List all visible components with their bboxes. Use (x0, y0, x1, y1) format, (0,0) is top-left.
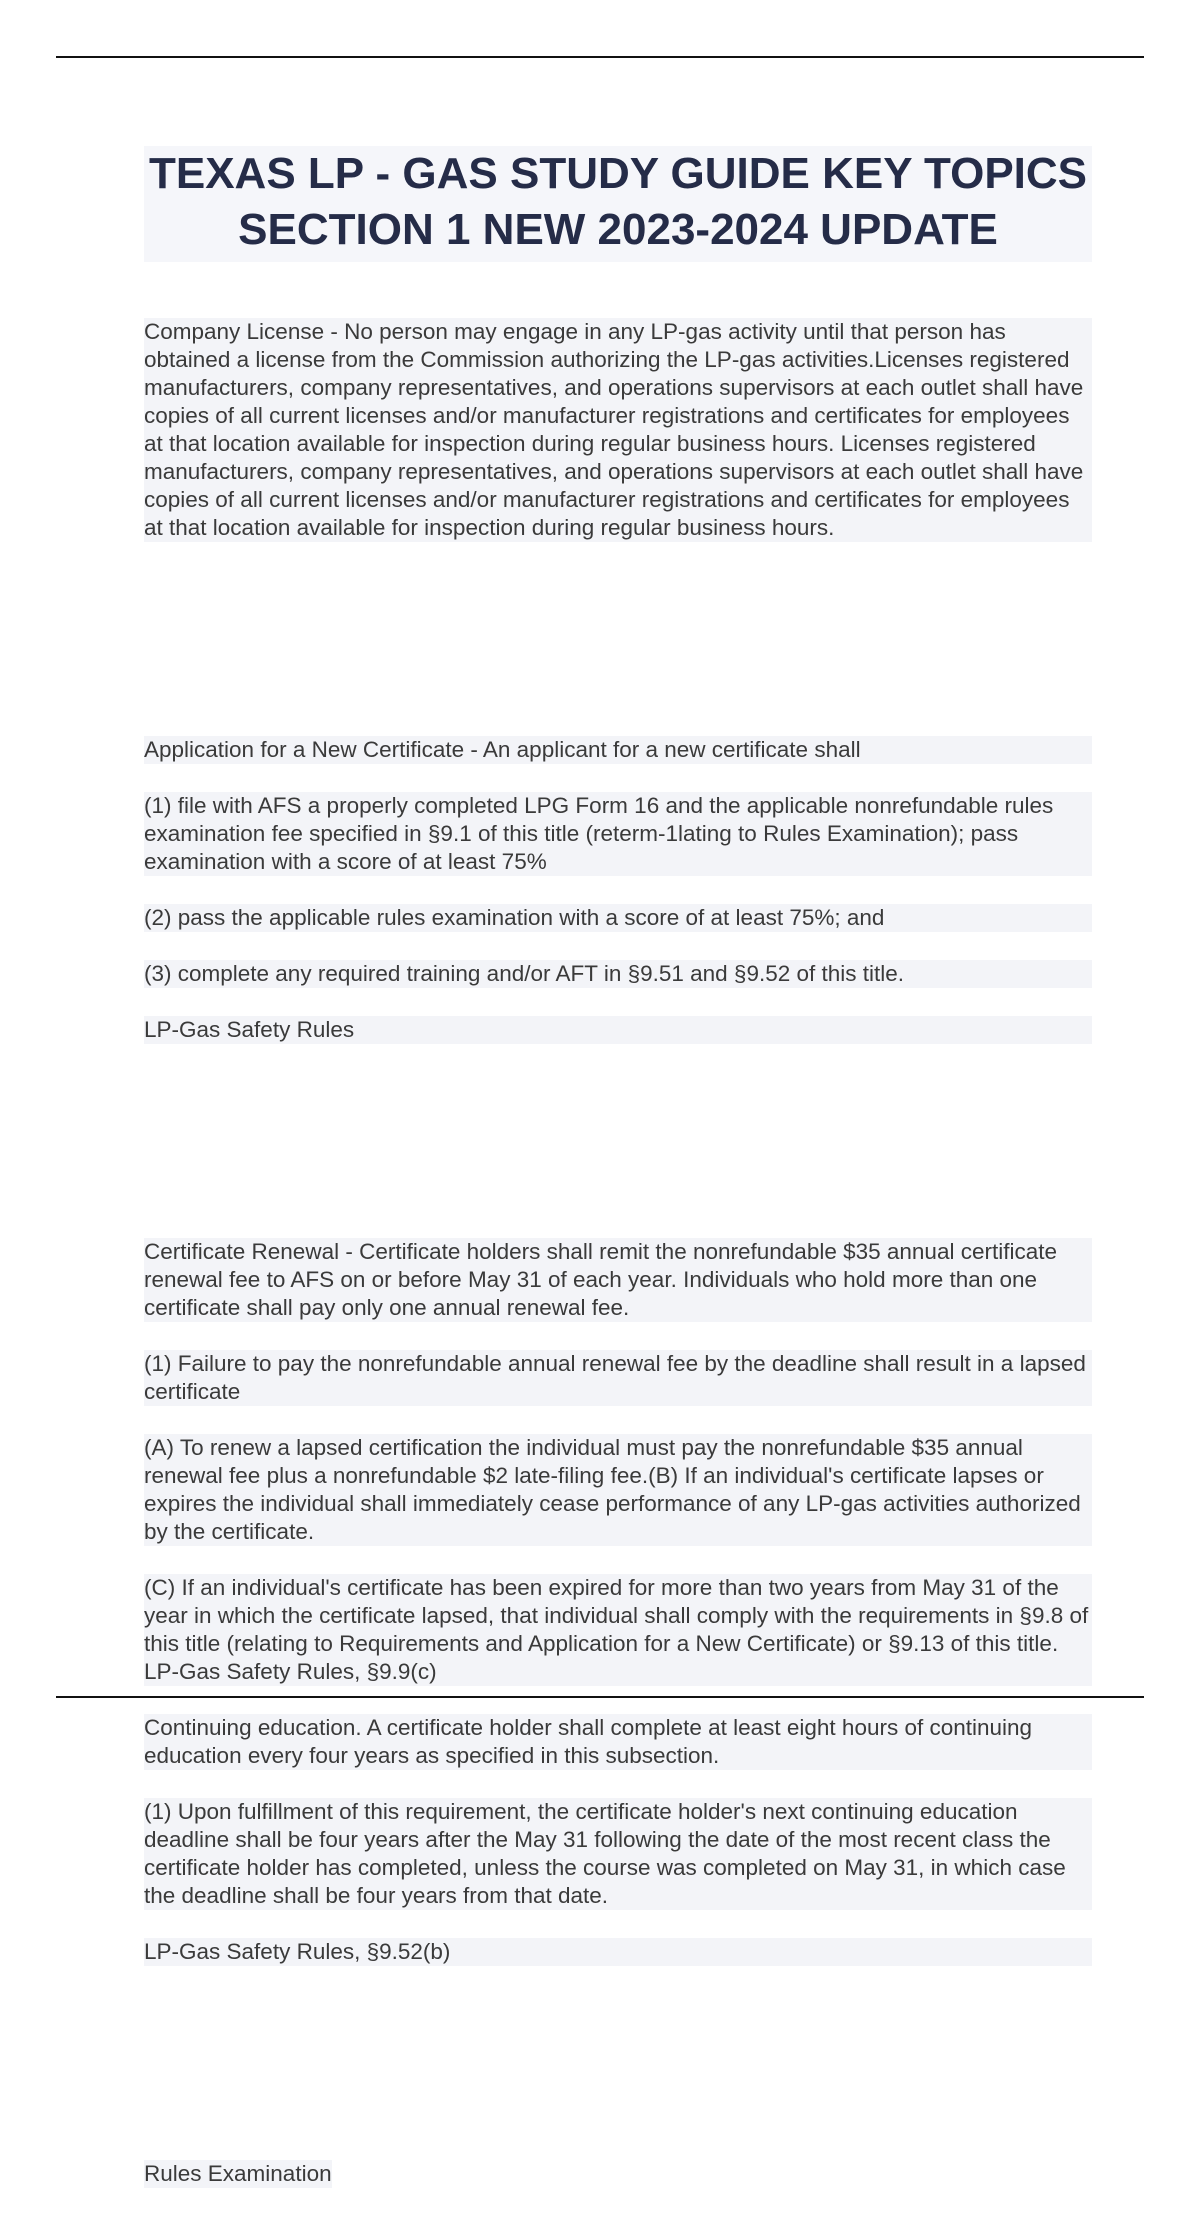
title-block (144, 146, 1092, 262)
section-certificate-renewal (144, 1210, 1092, 1994)
document-content (144, 146, 1092, 2216)
paragraph-line: (3) complete any required training and/or AFT in §9.51 and §9.52 of this title. (144, 960, 1092, 988)
paragraph-line: LP-Gas Safety Rules, §9.52(b) (144, 1938, 1092, 1966)
bottom-rule (56, 1696, 1144, 1698)
document-title: TEXAS LP - GAS STUDY GUIDE KEY TOPICS SECTION 1 NEW 2023-2024 UPDATE (148, 149, 1088, 254)
paragraph-line: Rules Examination (144, 2161, 332, 2186)
paragraph-line: (2) pass the applicable rules examination with a score of at least 75%; and (144, 904, 1092, 932)
paragraph-line: Company License - No person may engage in any LP-gas activity until that person has obtained a license from the Commission authorizing the LP-gas activities.Licenses registered manufacturers, company representatives, and operations supervisors at each outlet shall have copies of all current licenses and/or manufacturer registrations and certificates for employees at that location available for inspection during regular business hours. Licenses registered manufacturers, company representatives, and operations supervisors at each outlet shall have copies of all current licenses and/or manufacturer registrations and certificates for employees at that location available for inspection during regular business hours. (144, 318, 1092, 542)
paragraph-line: Application for a New Certificate - An applicant for a new certificate shall (144, 736, 1092, 764)
section-rules-examination (144, 2132, 1092, 2188)
paragraph-line: (1) Failure to pay the nonrefundable annual renewal fee by the deadline shall result in a lapsed certificate (144, 1350, 1092, 1406)
paragraph-line: (1) file with AFS a properly completed LPG Form 16 and the applicable nonrefundable rules examination fee specified in §9.1 of this title (reterm-1lating to Rules Examination); pass examination with a score of at least 75% (144, 792, 1092, 876)
paragraph-line: (1) Upon fulfillment of this requirement, the certificate holder's next continuing education deadline shall be four years after the May 31 following the date of the most recent class the certificate holder has completed, unless the course was completed on May 31, in which case the deadline shall be four years from that date. (144, 1798, 1092, 1910)
section-company-license (144, 290, 1092, 570)
section-gap (144, 2050, 1092, 2076)
paragraph-line: (C) If an individual's certificate has been expired for more than two years from May 31 of the year in which the certificate lapsed, that individual shall comply with the requirements in §9.8 of this title (relating to Requirements and Application for a New Certificate) or §9.13 of this title. LP-Gas Safety Rules, §9.9(c) (144, 1574, 1092, 1686)
paragraph-line: Continuing education. A certificate holder shall complete at least eight hours of continuing education every four years as specified in this subsection. (144, 1714, 1092, 1770)
document-body (144, 262, 1092, 2216)
section-gap (144, 1128, 1092, 1154)
top-rule (56, 56, 1144, 58)
section-new-certificate (144, 708, 1092, 1072)
paragraph-line: Certificate Renewal - Certificate holders shall remit the nonrefundable $35 annual certificate renewal fee to AFS on or before May 31 of each year. Individuals who hold more than one certificate shall pay only one annual renewal fee. (144, 1238, 1092, 1322)
section-gap (144, 626, 1092, 652)
paragraph-line: LP-Gas Safety Rules (144, 1016, 1092, 1044)
paragraph-line: (A) To renew a lapsed certification the individual must pay the nonrefundable $35 annual renewal fee plus a nonrefundable $2 late-filing fee.(B) If an individual's certificate lapses or expires the individual shall immediately cease performance of any LP-gas activities authorized by the certificate. (144, 1434, 1092, 1546)
